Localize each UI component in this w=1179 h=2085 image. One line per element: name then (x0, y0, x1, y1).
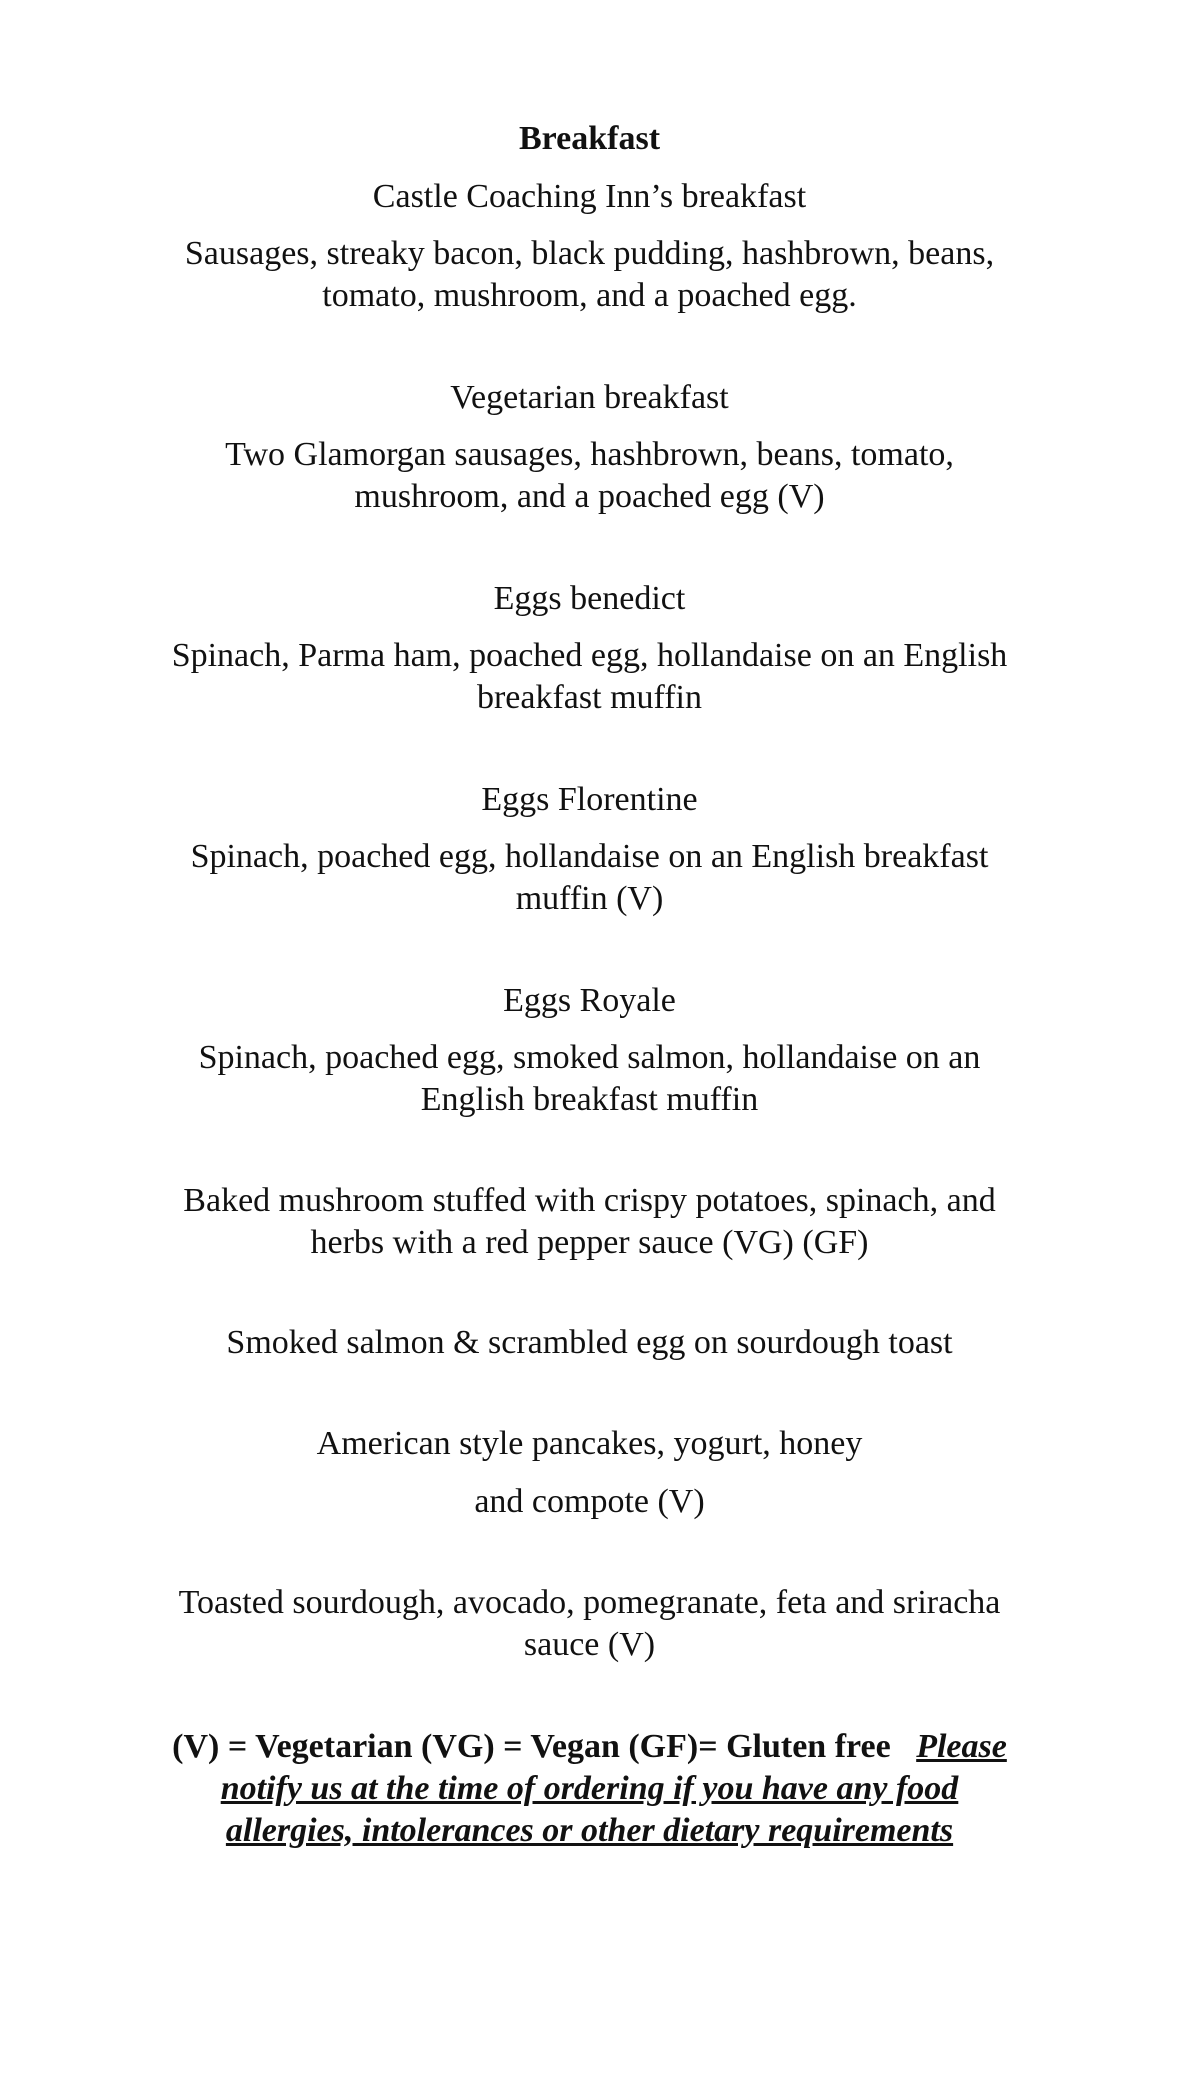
menu-item-name: Eggs Florentine (481, 781, 698, 818)
dietary-key: (V) = Vegetarian (VG) = Vegan (GF)= Gluten free (172, 1728, 891, 1765)
menu-item-description: breakfast muffin (476, 679, 703, 716)
menu-item-name: Vegetarian breakfast (450, 379, 729, 416)
dietary-key-line (0, 1726, 1179, 1768)
menu-item-name: Castle Coaching Inn’s breakfast (372, 178, 807, 215)
menu-item-description: tomato, mushroom, and a poached egg. (322, 277, 857, 314)
allergy-notice: allergies, intolerances or other dietary requirements (225, 1812, 954, 1849)
allergy-notice: notify us at the time of ordering if you have any food (220, 1770, 959, 1807)
menu-item-description: Sausages, streaky bacon, black pudding, hashbrown, beans, (184, 235, 995, 272)
menu-item: and compote (V) (474, 1483, 705, 1520)
menu-item-description: mushroom, and a poached egg (V) (354, 478, 825, 515)
menu-item: sauce (V) (523, 1626, 656, 1663)
menu-item: American style pancakes, yogurt, honey (316, 1425, 863, 1462)
menu-item-description: muffin (V) (515, 880, 664, 917)
menu-item-description: Spinach, poached egg, hollandaise on an English breakfast (190, 838, 989, 875)
menu-item-name: Eggs Royale (503, 982, 676, 1019)
menu-item: Toasted sourdough, avocado, pomegranate, feta and sriracha (178, 1584, 1001, 1621)
menu-item-name: Eggs benedict (493, 580, 686, 617)
menu-item-description: Spinach, Parma ham, poached egg, hollandaise on an English (171, 637, 1008, 674)
menu-item-description: Spinach, poached egg, smoked salmon, hollandaise on an (198, 1039, 981, 1076)
menu-item-description: English breakfast muffin (420, 1081, 759, 1118)
menu-item: Smoked salmon & scrambled egg on sourdough toast (226, 1324, 953, 1361)
menu-item: Baked mushroom stuffed with crispy potatoes, spinach, and (183, 1182, 996, 1219)
menu-item: herbs with a red pepper sauce (VG) (GF) (310, 1224, 869, 1261)
allergy-notice: Please (916, 1728, 1007, 1765)
page-title: Breakfast (518, 120, 661, 157)
menu-item-description: Two Glamorgan sausages, hashbrown, beans, tomato, (225, 436, 954, 473)
